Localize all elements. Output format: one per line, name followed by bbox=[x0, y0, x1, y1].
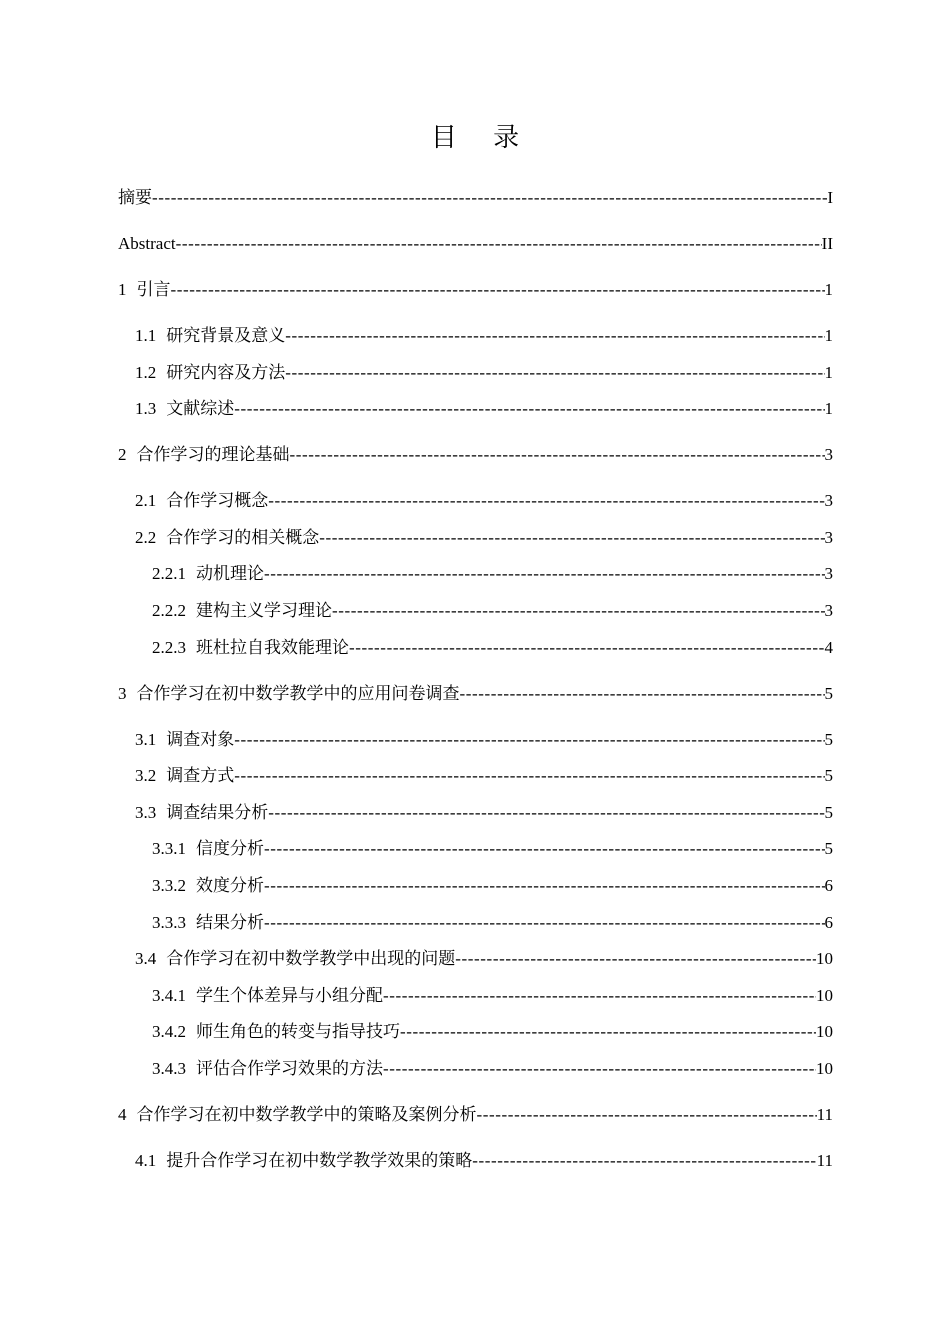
toc-dot-leader bbox=[332, 599, 825, 623]
toc-dot-leader bbox=[460, 682, 825, 706]
toc-entry-title: 文献综述 bbox=[166, 399, 235, 418]
toc-entry-title: 提升合作学习在初中数学教学效果的策略 bbox=[166, 1151, 473, 1170]
toc-entry-page-number: 5 bbox=[824, 730, 833, 749]
toc-entry-page-number: 10 bbox=[816, 1059, 833, 1078]
toc-entry-number: 2.2.1 bbox=[152, 564, 186, 583]
toc-entry[interactable] bbox=[152, 837, 833, 861]
toc-dot-leader bbox=[264, 562, 825, 586]
toc-entry-page-number: 4 bbox=[824, 638, 833, 657]
toc-entry-number: 3.3.2 bbox=[152, 876, 186, 895]
toc-dot-leader bbox=[285, 324, 824, 348]
toc-dot-leader bbox=[349, 636, 825, 660]
toc-entry-title: 合作学习的相关概念 bbox=[166, 528, 320, 547]
toc-entry[interactable] bbox=[152, 911, 833, 935]
toc-entry[interactable] bbox=[152, 984, 833, 1008]
toc-entry[interactable] bbox=[135, 526, 833, 550]
toc-entry-number: 3.4 bbox=[135, 949, 157, 968]
toc-entry-number: 2.2.2 bbox=[152, 601, 186, 620]
toc-dot-leader bbox=[234, 397, 824, 421]
toc-title: 目 录 bbox=[430, 123, 534, 153]
toc-entry-page-number: 10 bbox=[816, 1022, 833, 1041]
toc-entry[interactable] bbox=[118, 278, 833, 302]
toc-entry-title: 引言 bbox=[136, 280, 171, 299]
toc-entry[interactable] bbox=[152, 599, 833, 623]
toc-entry-page-number: 3 bbox=[824, 491, 833, 510]
toc-entry-title: 师生角色的转变与指导技巧 bbox=[196, 1022, 400, 1041]
toc-entry-number: 3.2 bbox=[135, 766, 157, 785]
toc-entry-page-number: 1 bbox=[824, 363, 833, 382]
toc-entry-number: 2.2 bbox=[135, 528, 157, 547]
toc-entry-page-number: 5 bbox=[824, 803, 833, 822]
toc-entry-number: 3.4.3 bbox=[152, 1059, 186, 1078]
toc-entry-page-number: 10 bbox=[816, 986, 833, 1005]
toc-entry-page-number: 6 bbox=[824, 913, 833, 932]
toc-dot-leader bbox=[234, 764, 824, 788]
toc-entry-number: 3.4.1 bbox=[152, 986, 186, 1005]
toc-entry[interactable] bbox=[135, 728, 833, 752]
toc-entry-page-number: 1 bbox=[824, 399, 833, 418]
toc-entry-number: 3.4.2 bbox=[152, 1022, 186, 1041]
toc-entry-title: 建构主义学习理论 bbox=[196, 601, 332, 620]
toc-dot-leader bbox=[383, 984, 816, 1008]
toc-entry-number: 3.3.3 bbox=[152, 913, 186, 932]
toc-entry[interactable] bbox=[152, 874, 833, 898]
toc-dot-leader bbox=[455, 947, 816, 971]
toc-entry-number: 2 bbox=[118, 445, 127, 464]
toc-entry[interactable] bbox=[135, 324, 833, 348]
toc-entry-number: 1.2 bbox=[135, 363, 157, 382]
toc-entry[interactable] bbox=[135, 801, 833, 825]
toc-entry-page-number: 3 bbox=[824, 528, 833, 547]
toc-dot-leader bbox=[264, 911, 825, 935]
toc-entry-title: 调查结果分析 bbox=[166, 803, 269, 822]
toc-entry-title: 信度分析 bbox=[196, 839, 264, 858]
toc-entry[interactable] bbox=[152, 562, 833, 586]
toc-entry[interactable] bbox=[135, 397, 833, 421]
toc-entry-title: 合作学习在初中数学教学中出现的问题 bbox=[166, 949, 456, 968]
toc-entry-number: 2.1 bbox=[135, 491, 157, 510]
toc-entry-number: 1 bbox=[118, 280, 127, 299]
toc-entry-title: 结果分析 bbox=[196, 913, 264, 932]
toc-dot-leader bbox=[171, 278, 825, 302]
toc-entry-number: 1.1 bbox=[135, 326, 157, 345]
toc-entry-title: 摘要 bbox=[118, 188, 152, 207]
toc-entry-number: 4 bbox=[118, 1105, 127, 1124]
toc-entry-page-number: 5 bbox=[824, 839, 833, 858]
toc-entry[interactable] bbox=[152, 1057, 833, 1081]
toc-entry[interactable] bbox=[135, 1149, 833, 1173]
toc-dot-leader bbox=[234, 728, 824, 752]
toc-entry[interactable] bbox=[135, 361, 833, 385]
toc-entry-page-number: 1 bbox=[824, 280, 833, 299]
toc-entry[interactable] bbox=[118, 232, 833, 256]
toc-entry-page-number: 3 bbox=[824, 601, 833, 620]
toc-entry-title: 效度分析 bbox=[196, 876, 264, 895]
toc-entry[interactable] bbox=[152, 636, 833, 660]
toc-dot-leader bbox=[152, 186, 827, 210]
toc-dot-leader bbox=[176, 232, 822, 256]
toc-entry-title: 班杜拉自我效能理论 bbox=[196, 638, 349, 657]
toc-dot-leader bbox=[285, 361, 824, 385]
toc-entry-number: 3 bbox=[118, 684, 127, 703]
toc-entry-title: 合作学习的理论基础 bbox=[136, 445, 290, 464]
toc-entry-page-number: 10 bbox=[816, 949, 833, 968]
toc-dot-leader bbox=[383, 1057, 816, 1081]
toc-entry[interactable] bbox=[118, 682, 833, 706]
toc-entry-page-number: II bbox=[821, 234, 833, 253]
toc-entry[interactable] bbox=[118, 443, 833, 467]
toc-entry-title: 动机理论 bbox=[196, 564, 264, 583]
toc-dot-leader bbox=[472, 1149, 816, 1173]
toc-entry-page-number: 3 bbox=[824, 564, 833, 583]
toc-entry-page-number: 6 bbox=[824, 876, 833, 895]
toc-entry-title: 合作学习在初中数学教学中的应用问卷调查 bbox=[136, 684, 460, 703]
toc-entry-page-number: 5 bbox=[824, 684, 833, 703]
toc-entry-number: 3.1 bbox=[135, 730, 157, 749]
toc-entry-number: 2.2.3 bbox=[152, 638, 186, 657]
toc-entry-title: 合作学习在初中数学教学中的策略及案例分析 bbox=[136, 1105, 477, 1124]
toc-entry-page-number: 3 bbox=[824, 445, 833, 464]
toc-entry-title: 评估合作学习效果的方法 bbox=[196, 1059, 383, 1078]
toc-entry-title: 调查对象 bbox=[166, 730, 235, 749]
toc-entry[interactable] bbox=[135, 947, 833, 971]
toc-dot-leader bbox=[400, 1020, 816, 1044]
toc-dot-leader bbox=[264, 837, 825, 861]
toc-entry-number: 3.3 bbox=[135, 803, 157, 822]
toc-entry-page-number: 1 bbox=[824, 326, 833, 345]
toc-entry[interactable] bbox=[135, 489, 833, 513]
toc-dot-leader bbox=[290, 443, 825, 467]
toc-entry-page-number: 11 bbox=[816, 1151, 833, 1170]
toc-entry-page-number: I bbox=[827, 188, 833, 207]
toc-entry[interactable] bbox=[118, 1103, 833, 1127]
toc-dot-leader bbox=[264, 874, 825, 898]
toc-entry-number: 1.3 bbox=[135, 399, 157, 418]
toc-dot-leader bbox=[477, 1103, 817, 1127]
toc-entry-page-number: 5 bbox=[824, 766, 833, 785]
toc-entry-title: 合作学习概念 bbox=[166, 491, 269, 510]
toc-entry[interactable] bbox=[152, 1020, 833, 1044]
toc-entry-page-number: 11 bbox=[816, 1105, 833, 1124]
toc-entry-title: 研究内容及方法 bbox=[166, 363, 286, 382]
toc-entry[interactable] bbox=[118, 186, 833, 210]
toc-dot-leader bbox=[268, 489, 824, 513]
toc-entry-title: 研究背景及意义 bbox=[166, 326, 286, 345]
toc-dot-leader bbox=[319, 526, 824, 550]
toc-entry-number: 3.3.1 bbox=[152, 839, 186, 858]
toc-entry-number: 4.1 bbox=[135, 1151, 157, 1170]
toc-entry-title: 调查方式 bbox=[166, 766, 235, 785]
toc-entry-title: Abstract bbox=[118, 234, 176, 253]
toc-entry[interactable] bbox=[135, 764, 833, 788]
toc-entry-title: 学生个体差异与小组分配 bbox=[196, 986, 383, 1005]
toc-dot-leader bbox=[268, 801, 824, 825]
